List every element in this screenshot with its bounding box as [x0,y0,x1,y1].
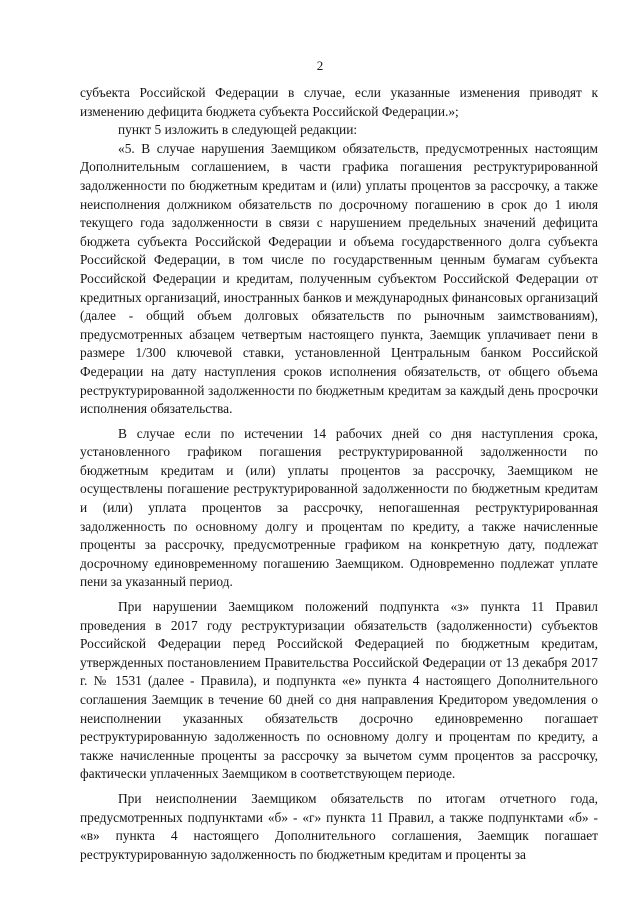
paragraph-violation: При нарушении Заемщиком положений подпункта «з» пункта 11 Правил проведения в 2017 году реструктуризации обязательств (задолженности) субъектов Российской Федерации перед Российской Федерацией по бюджетным кредитам, утвержденных постановлением Правительства Российской Федерации от 13 декабря 2017 г. № 1531 (далее - Правила), и подпункта «е» пункта 4 настоящего Дополнительного соглашения Заемщик в течение 60 дней со дня направления Кредитором уведомления о неисполнении указанных обязательств досрочно единовременно погашает реструктурированную задолженность по основному долгу и процентам по кредиту, а также начисленные проценты за рассрочку за вычетом сумм процентов за рассрочку, фактически уплаченных Заемщиком в соответствующем периоде. [80,599,598,782]
page-number: 2 [316,58,324,73]
paragraph-overdue: В случае если по истечении 14 рабочих дней со дня наступления срока, установленного графиком погашения реструктурированной задолженности по бюджетным кредитам и (или) уплаты процентов за рассрочку, Заемщиком не осуществлены погашение реструктурированной задолженности по бюджетным кредитам и (или) уплата процентов за рассрочку, непогашенная реструктурированная задолженность по основному долгу и процентам по кредиту, а также начисленные проценты за рассрочку, предусмотренные графиком на конкретную дату, подлежат досрочному единовременному погашению Заемщиком. Одновременно подлежат уплате пени за указанный период. [80,425,598,590]
paragraph-instruction: пункт 5 изложить в следующей редакции: [118,122,358,138]
body-text [80,84,598,864]
paragraph-non-fulfillment: При неисполнении Заемщиком обязательств по итогам отчетного года, предусмотренных подпунктами «б» - «г» пункта 11 Правил, а также подпунктами «б» - «в» пункта 4 настоящего Дополнительного соглашения, Заемщик погашает реструктурированную задолженность по бюджетным кредитам и проценты за [80,790,598,862]
paragraph-clause-5: «5. В случае нарушения Заемщиком обязательств, предусмотренных настоящим Дополнительным соглашением, в части графика погашения реструктурированной задолженности по бюджетным кредитам и (или) уплаты процентов за рассрочку, а также неисполнения должником обязательств по досрочному погашению в срок до 1 июля текущего года задолженности в связи с нарушением предельных значений дефицита бюджета субъекта Российской Федерации и объема государственного долга субъекта Российской Федерации, в том числе по государственным ценным бумагам субъекта Российской Федерации и кредитам, полученным субъектом Российской Федерации от кредитных организаций, иностранных банков и международных финансовых организаций (далее - общий объем долговых обязательств по рыночным заимствованиям), предусмотренных абзацем четвертым настоящего пункта, Заемщик уплачивает пени в размере 1/300 ключевой ставки, установленной Центральным банком Российской Федерации на дату наступления сроков исполнения обязательств, от общего объема реструктурированной задолженности по бюджетным кредитам за каждый день просрочки исполнения обязательства. [80,140,598,417]
paragraph-continuation: субъекта Российской Федерации в случае, если указанные изменения приводят к изменению дефицита бюджета субъекта Российской Федерации.»; [80,85,598,119]
